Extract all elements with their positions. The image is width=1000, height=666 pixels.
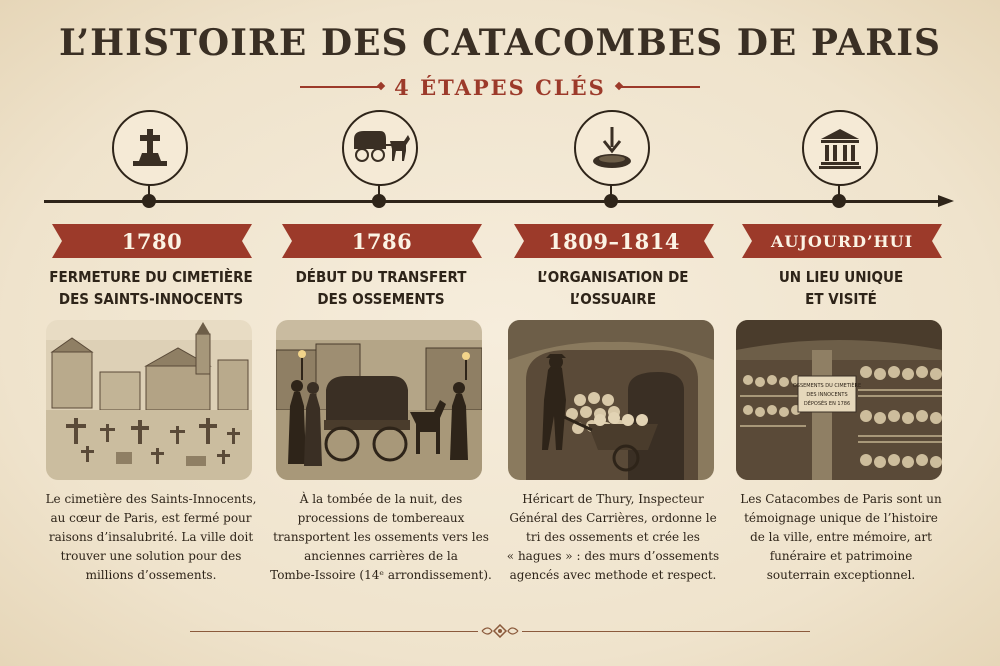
description-line: trouver une solution pour des <box>60 549 242 563</box>
step-heading <box>36 266 266 310</box>
description-line: Le cimetière des Saints-Innocents, <box>45 492 257 506</box>
description-line: agencés avec methode et respect. <box>509 568 717 582</box>
page-title: L’HISTOIRE DES CATACOMBES DE PARIS <box>58 22 942 64</box>
timeline-step-4 <box>726 108 954 588</box>
heading-line: UN LIEU UNIQUE <box>778 268 904 286</box>
heading-line: L’ORGANISATION DE <box>537 268 689 286</box>
date-label: AUJOURD’HUI <box>770 231 914 251</box>
step-heading <box>498 266 728 310</box>
step-description <box>38 490 264 585</box>
date-banner <box>282 224 482 258</box>
date-label: 1786 <box>351 228 413 254</box>
cemetery-illustration <box>46 320 252 480</box>
heading-line: L’OSSUAIRE <box>569 290 657 308</box>
timeline-dot <box>832 194 846 208</box>
description-line: « hagues » : des murs d’ossements <box>506 549 720 563</box>
sign-text-line: DÉPOSÉS EN 1786 <box>803 401 851 407</box>
timeline-step-2 <box>266 108 494 588</box>
step-heading <box>266 266 496 310</box>
step-description <box>728 490 954 585</box>
arrow-down-pit-icon <box>574 110 650 186</box>
footer-rule-left <box>190 631 478 632</box>
date-label: 1809–1814 <box>548 228 680 254</box>
description-line: tri des ossements et crée les <box>526 530 700 544</box>
description-line: au cœur de Paris, est fermé pour <box>50 511 252 525</box>
footer-rule-right <box>522 631 810 632</box>
sign-text-line: OSSEMENTS DU CIMETIÈRE <box>792 383 862 389</box>
cross-grave-icon <box>112 110 188 186</box>
heading-line: DES SAINTS-INNOCENTS <box>58 290 244 308</box>
description-line: de la ville, entre mémoire, art <box>750 530 932 544</box>
description-line: Les Catacombes de Paris sont un <box>740 492 942 506</box>
subtitle-rule-right <box>620 86 700 88</box>
date-banner <box>514 224 714 258</box>
heading-line: FERMETURE DU CIMETIÈRE <box>49 268 253 286</box>
description-line: processions de tombereaux <box>297 511 465 525</box>
subtitle: 4 ÉTAPES CLÉS <box>394 74 606 100</box>
night-procession-illustration <box>276 320 482 480</box>
description-line: souterrain exceptionnel. <box>766 568 916 582</box>
ossuary-walls-illustration <box>736 320 942 480</box>
step-heading <box>726 266 956 310</box>
step-description <box>500 490 726 585</box>
date-banner <box>742 224 942 258</box>
description-line: raisons d’insalubrité. La ville doit <box>48 530 254 544</box>
description-line: transportent les ossements vers les <box>273 530 489 544</box>
timeline-dot <box>372 194 386 208</box>
timeline-dot <box>604 194 618 208</box>
timeline-step-3 <box>498 108 726 588</box>
description-line: À la tombée de la nuit, des <box>299 492 463 506</box>
subtitle-row <box>0 74 1000 100</box>
heading-line: DES OSSEMENTS <box>317 290 445 308</box>
worker-wheelbarrow-illustration <box>508 320 714 480</box>
subtitle-rule-left <box>300 86 380 88</box>
museum-icon <box>802 110 878 186</box>
timeline-step-1 <box>36 108 264 588</box>
horse-cart-icon <box>342 110 418 186</box>
sign-text-line: DES INNOCENTS <box>806 392 848 398</box>
date-label: 1780 <box>121 228 183 254</box>
description-line: millions d’ossements. <box>85 568 217 582</box>
description-line: Général des Carrières, ordonne le <box>509 511 717 525</box>
description-line: témoignage unique de l’histoire <box>744 511 938 525</box>
date-banner <box>52 224 252 258</box>
timeline-dot <box>142 194 156 208</box>
step-description <box>268 490 494 585</box>
footer-ornament <box>190 624 810 638</box>
description-line: Héricart de Thury, Inspecteur <box>522 492 704 506</box>
description-line: anciennes carrières de la <box>304 549 458 563</box>
description-line: funéraire et patrimoine <box>769 549 913 563</box>
heading-line: ET VISITÉ <box>805 290 877 308</box>
fleuron-icon <box>478 624 522 638</box>
heading-line: DÉBUT DU TRANSFERT <box>295 268 467 286</box>
description-line: Tombe-Issoire (14ᵉ arrondissement). <box>270 568 492 582</box>
